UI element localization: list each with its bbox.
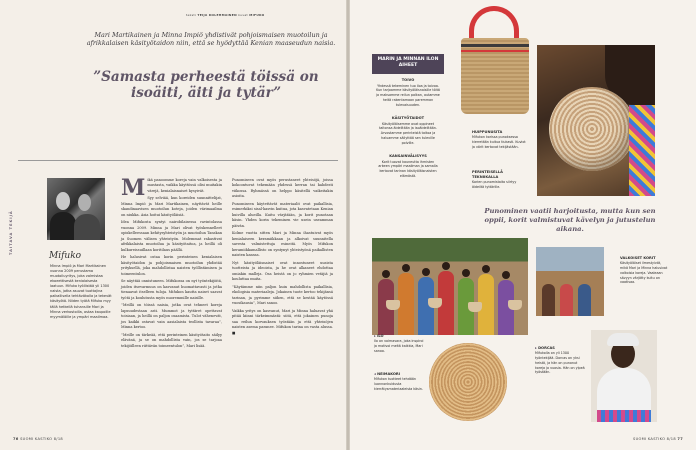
section-tag: TAITAVA TEKIJÄ [9,210,13,255]
drop-cap: M [121,175,146,201]
held-basket [468,302,482,312]
round-basket-photo [429,343,507,421]
article-credit [186,13,264,17]
credit-text-label: teksti [186,13,197,17]
pull-quote: Punominen vaatii harjoitusta, mutta kun sen oppii, korit valmistuvat kävelyn ja jutustelun aikana. [484,207,656,233]
portrait-face-left [56,192,70,210]
page-number: 77 [677,437,683,441]
caption-text: Käsityöläiset ilmestyivät, mikä Mari ja Minna halusivat valkoisia koreja. Vaaleaan sävyyn värjätty kuitu on vaativaa. [620,261,668,285]
person-head [462,269,470,277]
person-head [402,264,410,272]
body-column-1 [121,175,222,351]
person [578,284,591,316]
caption-title: ◂ NEIMAKORI [374,372,401,376]
body-paragraph: He halusivat ostaa korin perinteisen kenialaisen käsityötaidon ja pohjoismaisen muotoilun yhdistää yrityksellä, joka mahdollistaa naisten työllistämisen ja toimeentulon. [121,255,222,276]
caption-neimakori [374,372,424,392]
woven-pot [549,87,635,171]
held-basket [508,300,522,310]
info-item [376,154,440,179]
bag-band-dark [461,44,529,47]
body-paragraph: Nyt käsityöläisnaiset ovat innostuneet uusista tuotteista ja ideoista, ja he ovat alkaneet ehdottaa omiakin malleja. Osa heistä on jo ryhmien vetäjiä ja kouluttaa muita. [232,260,333,282]
portrait-figure-left [50,212,76,240]
caption-valkoiset [620,256,670,285]
patterned-cloth [629,105,655,196]
section-divider [18,160,338,161]
white-baskets-photo [536,247,604,316]
person-head [502,271,510,279]
caption-text: Mifukolla on yli 1300 työntekijää. Dorcas on yksi heistä, ja hän on punonut koreja jo vuosia. Hän on ylpeä työstään. [535,351,585,375]
caption-title: ▸ DORCAS [535,346,555,350]
info-box-title: MARIN JA MINNAN ILON AIHEET [372,54,444,74]
info-item [376,116,440,146]
weavers-group-photo [372,238,528,335]
info-item-text: Korit tuovat kauneutta ihmisten arkeen ympäri maailman ja samalla kertovat tarinan käsityöläisnaisten elämästä. [378,159,438,178]
caption-dorcas [535,346,587,375]
basket-bag-photo [461,6,529,114]
page-number: 76 [13,437,19,441]
person [542,284,555,316]
person-head [422,268,430,276]
caption-perinteinen [472,170,526,190]
person [398,273,414,335]
body-paragraph: Punomiseen käytettävät materiaalit ovat paikallisia, esimerkiksi sisal-kasvin kuitua, jota kasvatetaan Kenian kuivilla alueilla. Kuitu värjätään, ja korit punotaan käsin. Yhden korin tekeminen vie usein useamman päivän. [232,201,333,228]
caption-text: Korien punomistaito siirtyy äideiltä tyttärille. [472,180,517,190]
article-lead: Mari Martikainen ja Minna Impiö yhdistivät pohjoismaisen muotoilun ja afrikkalaisen käsityötaidon niin, että se hyödyttää Kenian maaseudun naisia. [86,31,336,48]
info-item-text: Yhdessä tekeminen tuo iloa ja toivoa. Kun tarjoamme käsityöläisnaisille töitä ja maksamme reilun palkan, autamme heitä rakentamaan paremman tulevaisuuden. [376,83,440,107]
caption-huipunusita [472,130,526,150]
portrait-figure-right [74,214,100,240]
body-paragraph: ”Meillä on töissä naisia, jotka ovat tehneet koreja lapsuudestaan asti. Mummot ja tyttäret opettavat toisiaan, ja heillä on paljon osaamista. Tulot vähenevät, jos kaikki ostavat vain aasialaista teollista tavaraa”, Minna kertoo. [121,303,222,330]
caption-text: Mifukon tuotteet tehdään luonnonkuidusta kierrätysmateriaaleista käsin. [374,377,423,391]
info-item [376,78,440,108]
weaving-photo [537,45,655,196]
body-paragraph: Idea Mifukosta syntyi nairobilaisessa ravintolassa vuonna 2009. Minna ja Mari olivat työskennelleet opiskelleessaan kehitysyhteistyön ja muotoilun Tanskan ja Suomen välisen yhteistyön. Molemmat rakastivat afrikkalaista muotoilua ja käsityötaitoa, ja heillä oli kulkureissuillaan koritilaus päällä. [121,220,222,252]
portrait-sash [597,410,651,422]
body-paragraph: ”Meille on tärkeää, että perinteinen käsityötaito säilyy elävänä, ja se on mahdollista vain, jos se tarjoaa tekijöilleen riittävän toimeentulon”, Mari lisää. [121,332,222,348]
body-paragraph: Syy selviää, kun koreiden suunnittelijat, Minna Impiö ja Mari Martikainen, näyttävät heille skandinaavisen muotoilun koteja, joiden värimaailma on niukka. Asia hoitui käsityöläisiä. [121,196,222,217]
person-head [442,262,450,270]
body-column-2 [232,178,333,338]
bag-band-red [461,50,529,52]
info-item-text: Käsityöläisemme ovat oppineet taitonsa äideiltään ja isoäideiltään. Arvostamme perinteistä taitoa ja haluamme säilyttää sen tuleville polville. [379,121,437,145]
page-gutter [346,0,350,450]
caption-title: VALKOISET KORIT [620,256,656,260]
info-item-title: KÄSITYÖTAIDOT [391,116,425,120]
body-paragraph: Mikä panoomme korejа vain valkoisesta ja mustasta, vaikka käyttössä olisi muitakin värejä, kenialaisnaiset kysyivät. [121,175,222,201]
info-item-title: TOIVO [401,78,415,82]
magazine-issue: SUOMI KASTIKO 8/18 [633,437,676,441]
person-head [482,265,490,273]
portrait-hat [607,333,639,346]
portrait-face-right [78,194,91,211]
person [560,284,573,316]
bag-handle [469,6,519,42]
article-headline: ”Samasta perheestä töissä on isoäiti, äiti ja tytär” [93,69,319,102]
dorcas-portrait [591,330,657,422]
founders-portrait [47,178,105,240]
body-paragraph: ”Käytämme niin paljon kuin mahdollista paikallisia, ekologisia materiaaleja. Jokainen tuote kertoo tekijänsä tarinan, ja pyrimme siihen, että se kestää käytössä vuosikausia”, Mari sanoo. [232,284,333,306]
credit-photo-author: MIFUKO [249,13,265,17]
caption-ilo [374,334,424,354]
held-basket [386,300,400,310]
body-paragraph: Se näyttää onnistuneen. Mifukossa on nyt työntekijöitä, joiden itsevarmuus on kasvanut huomattavasti ja jotka tienaavat itselleen tuloja. Mifukon kautta naiset saavat työtä ja koulutusta myös nuoremmille naisille. [121,279,222,300]
right-page-footer [633,437,683,441]
caption-text: Ilo on voimavara, joka inspiroi ja motivoi meitä kaikkia, Mari sanoo. [374,339,424,353]
info-item-title: KANSAINVÄLISYYS [389,154,427,158]
body-paragraph: Vaikka yritys on kasvanut, Mari ja Minna haluavat yhä pitää kiinni tärkeimmästä: siitä, että jokainen punoja saa reilun korvauksen työstään ja että yhteisöjen naisten asema paranee. Mifukon tarina on vasta alussa. ■ [232,308,333,335]
magazine-issue: SUOMI KASTIKO 8/18 [20,437,63,441]
body-paragraph: Kolme vuotta sitten Mari ja Minna ihastuivat myös kenialaiseen keramiikkaan ja alkoivat suunnitella savesta valmistettuja esineitä. Myös Mifukon keramiikkamallisto on syntynyt yhteistyönä paikallisten naisten kanssa. [232,231,333,258]
person-head [382,270,390,278]
held-basket [428,298,442,308]
left-page-footer [13,437,63,441]
portrait-caption: Minna Impiö ja Mari Martikainen vuonna 2009 perustama muotoiluyritys, joka valmistaa ekoeettisestä kenialaisesta laatuun. Mifuko työllistää yli 1300 naista, jotka asuvat tuottajina paikallisella tehtäväkolla ja tekevät käsityötä. Niiden työtä Mifuko myy tällä hetkellä tuhansille Mari ja Minna verkostoilla, ostaa kaupoille myymälöille ja ympäri maailmaa. [50,264,112,319]
info-box [372,54,444,194]
credit-text-author: TEIJA KOLEHMAINEN [197,13,237,17]
credit-photo-label: kuvat [238,13,249,17]
caption-title: ▸ ILO [374,334,384,338]
caption-text: Mifukon korissa punoksessa kierretään kuitua tiukasti. Kuviot ja värit kertovat tekijästään. [472,135,526,149]
brand-signature: Mifuko [49,251,82,261]
body-paragraph: Punomiseen ovat myös perustaneet yhteisöjä, joissa kokoontuvat tekemään yhdessä kerran tai kahdesti viikossa. Ryhmässä on helppo käsitellä vaikeitakin asioita. [232,178,333,199]
caption-title: PERINTEISELLÄ TEKNIIKALLA [472,170,503,180]
caption-title: HUIPPUNUSITA [472,130,503,134]
